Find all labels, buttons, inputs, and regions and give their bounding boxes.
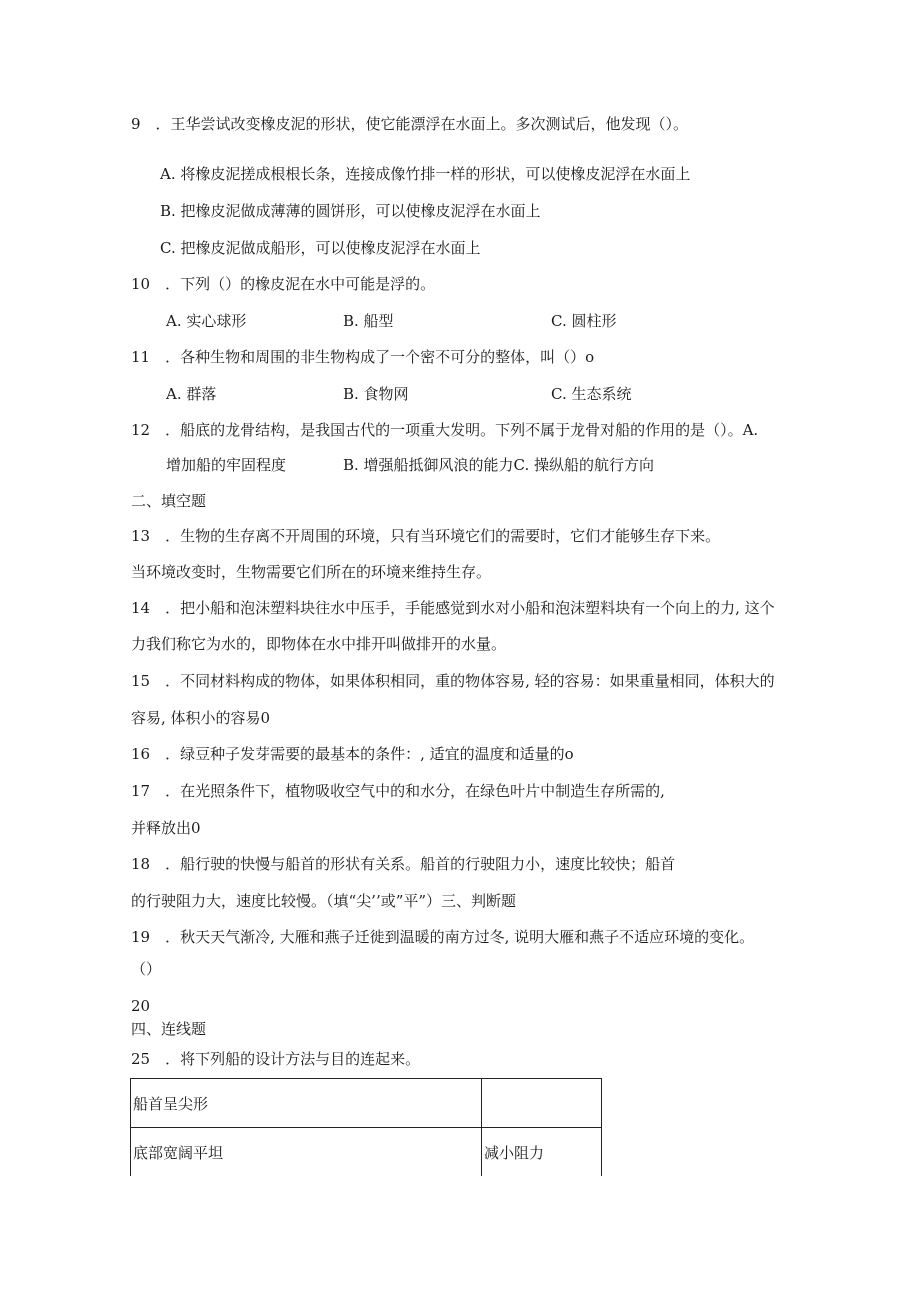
- question-17-line-2: 并释放出0: [131, 819, 201, 837]
- question-9-option-a: A. 将橡皮泥搓成根根长条，连接成像竹排一样的形状，可以使橡皮泥浮在水面上: [160, 165, 691, 183]
- question-10-stem: 10 ．下列（）的橡皮泥在水中可能是浮的。: [131, 275, 436, 293]
- section-heading-matching: 四、连线题: [131, 1020, 207, 1038]
- question-18-line-2: 的行驶阻力大，速度比较慢。（填“尖’’或”平”）三、判断题: [131, 892, 517, 910]
- matching-table: [130, 1078, 602, 1176]
- question-19-line-1: 19 ．秋天天气渐冷, 大雁和燕子迁徙到温暖的南方过冬, 说明大雁和燕子不适应环境的变化。: [131, 928, 755, 946]
- question-14-line-1: 14 ．把小船和泡沫塑料块往水中压手，手能感觉到水对小船和泡沫塑料块有一个向上的力, 这个: [131, 599, 775, 617]
- question-19-line-2: （）: [131, 960, 162, 978]
- table-row: [131, 1128, 602, 1177]
- table-cell: [482, 1079, 602, 1128]
- question-10-option-c: C. 圆柱形: [551, 312, 617, 330]
- question-12-option-bc: B. 增强船抵御风浪的能力C. 操纵船的航行方向: [343, 456, 655, 474]
- table-cell: 减小阻力: [482, 1128, 602, 1177]
- question-9-option-b: B. 把橡皮泥做成薄薄的圆饼形，可以使橡皮泥浮在水面上: [160, 202, 541, 220]
- question-10-option-b: B. 船型: [343, 312, 394, 330]
- question-15-line-2: 容易, 体积小的容易0: [131, 709, 271, 727]
- question-13-line-1: 13 ．生物的生存离不开周围的环境，只有当环境它们的需要时，它们才能够生存下来。: [131, 527, 721, 545]
- question-18-line-1: 18 ．船行驶的快慢与船首的形状有关系。船首的行驶阻力小，速度比较快；船首: [131, 855, 676, 873]
- question-11-option-c: C. 生态系统: [551, 385, 632, 403]
- question-11-option-b: B. 食物网: [343, 385, 409, 403]
- question-17-line-1: 17 ．在光照条件下，植物吸收空气中的和水分，在绿色叶片中制造生存所需的,: [131, 782, 665, 800]
- question-14-line-2: 力我们称它为水的，即物体在水中排开叫做排开的水量。: [131, 635, 507, 653]
- question-9-option-c: C. 把橡皮泥做成船形，可以使橡皮泥浮在水面上: [160, 239, 481, 257]
- question-10-option-a: A. 实心球形: [166, 312, 247, 330]
- question-25-stem: 25 ．将下列船的设计方法与目的连起来。: [131, 1050, 421, 1068]
- question-12-option-a: 增加船的牢固程度: [166, 456, 287, 474]
- table-cell: 船首呈尖形: [131, 1079, 482, 1128]
- question-11-option-a: A. 群落: [166, 385, 217, 403]
- question-9-stem: 9 ．王华尝试改变橡皮泥的形状，使它能漂浮在水面上。多次测试后，他发现（）。: [131, 115, 689, 133]
- question-13-line-2: 当环境改变时，生物需要它们所在的环境来维持生存。: [131, 563, 492, 581]
- question-16: 16 ．绿豆种子发芽需要的最基本的条件：, 适宜的温度和适量的o: [131, 745, 574, 763]
- question-20: 20: [131, 997, 151, 1015]
- question-12-stem: 12 ．船底的龙骨结构，是我国古代的一项重大发明。下列不属于龙骨对船的作用的是（）。A.: [131, 421, 759, 439]
- table-cell: 底部宽阔平坦: [131, 1128, 482, 1177]
- question-15-line-1: 15 ．不同材料构成的物体，如果体积相同，重的物体容易, 轻的容易：如果重量相同，体积大的: [131, 672, 775, 690]
- section-heading-fill-blank: 二、填空题: [131, 492, 207, 510]
- question-11-stem: 11 ．各种生物和周围的非生物构成了一个密不可分的整体，叫（）o: [131, 348, 595, 366]
- table-row: [131, 1079, 602, 1128]
